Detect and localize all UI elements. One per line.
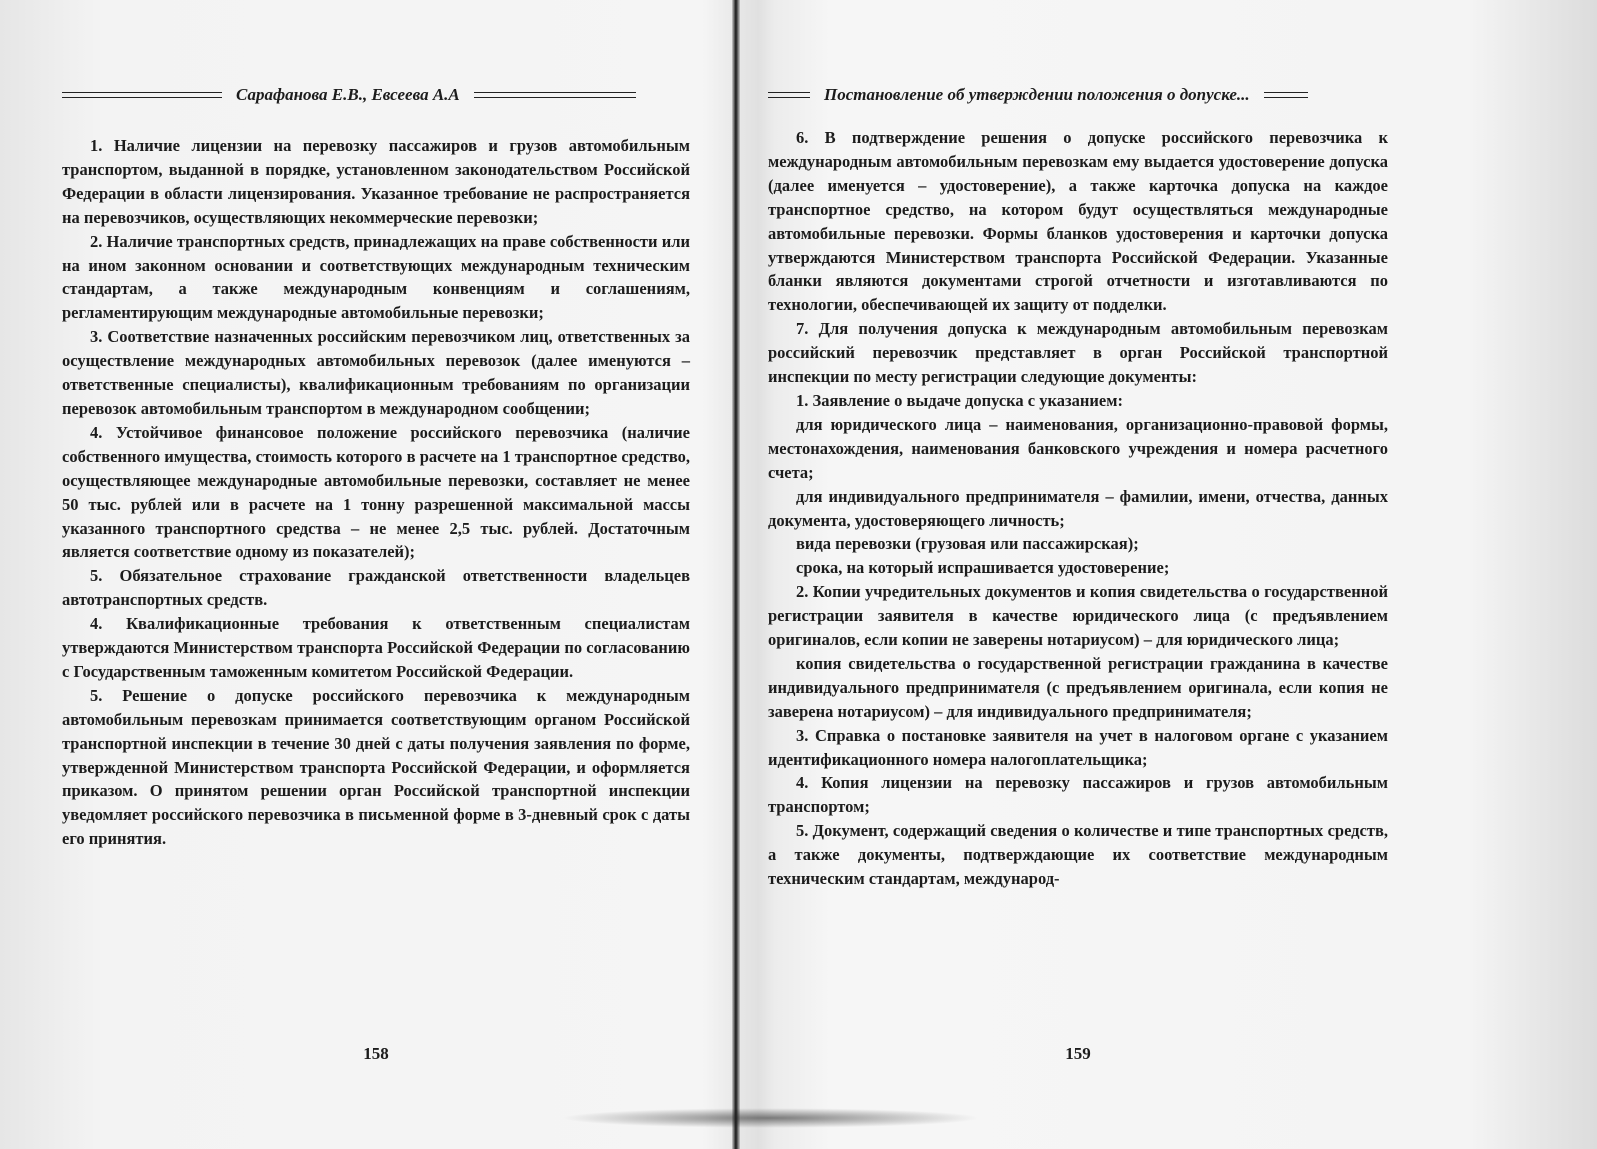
right-page-number: 159 [1065,1044,1091,1063]
paragraph: 5. Решение о допуске российского перевозчика к международным автомобильным перевозкам принимается соответствующим органом Российской транспортной инспекции в течение 30 дней с даты получения заявления по форме, утвержденной Министерством транспорта Российской Федерации, и оформляется приказом. О принятом решении орган Российской транспортной инспекции уведомляет российского перевозчика в письменной форме в 3-дневный срок с даты его принятия. [62,685,690,849]
paragraph: 2. Наличие транспортных средств, принадлежащих на праве собственности или на ином законном основании и соответствующих международным техническим стандартам, а также международным конвенциям и соглашениям, регламентирующим международные автомобильные перевозки; [62,231,690,323]
paragraph: для юридического лица – наименования, организационно-правовой формы, местонахождения, наименования банковского учреждения и номера расчетного счета; [768,414,1388,482]
left-running-head [62,82,690,108]
head-rule [474,92,636,98]
left-running-head-text: Сарафанова Е.В., Евсеева А.А [236,85,460,104]
paragraph: 2. Копии учредительных документов и копия свидетельства о государственной регистрации заявителя в качестве юридического лица (с предъявлением оригиналов, если копии не заверены нотариусом) – для юридического лица; [768,582,1388,650]
paragraph: 3. Справка о постановке заявителя на учет в налоговом органе с указанием идентификационного номера налогоплательщика; [768,725,1388,769]
paragraph: 4. Квалификационные требования к ответственным специалистам утверждаются Министерством транспорта Российской Федерации по согласованию с Государственным таможенным комитетом Российской Федерации. [62,614,690,681]
paragraph: 3. Соответствие назначенных российским перевозчиком лиц, ответственных за осуществление международных автомобильных перевозок (далее именуются – ответственные специалисты), квалификационным требованиям по организации перевозок автомобильным транспортом в международном сообщении; [62,327,690,418]
book-spine [732,0,740,1149]
right-page [768,0,1388,1149]
left-page [62,0,690,1149]
paragraph: 5. Документ, содержащий сведения о количестве и типе транспортных средств, а также документы, подтверждающие их соответствие международным техническим стандартам, международ- [768,821,1388,889]
right-running-head [768,82,1388,108]
paragraph: 5. Обязательное страхование гражданской ответственности владельцев автотранспортных средств. [62,566,690,610]
paragraph: 1. Наличие лицензии на перевозку пассажиров и грузов автомобильным транспортом, выданной в порядке, установленном законодательством Российской Федерации в области лицензирования. Указанное требование не распространяется на перевозчиков, осуществляющих некоммерческие перевозки; [62,136,690,227]
paragraph: копия свидетельства о государственной регистрации гражданина в качестве индивидуального предпринимателя (с предъявлением оригинала, если копия не заверена нотариусом) – для индивидуального предпринимателя; [768,653,1388,721]
head-rule [1264,92,1308,98]
head-rule [768,92,810,98]
right-page-body [768,126,1388,891]
right-running-head-text: Постановление об утверждении положения о допуске... [824,85,1250,104]
paragraph: 4. Устойчивое финансовое положение российского перевозчика (наличие собственного имущества, стоимость которого в расчете на 1 транспортное средство, осуществляющее международные автомобильные перевозки, составляет не менее 50 тыс. рублей или в расчете на 1 тонну разрешенной максимальной массы указанного транспортного средства – не менее 2,5 тыс. рублей. Достаточным является соответствие одному из показателей); [62,422,690,562]
paragraph: 6. В подтверждение решения о допуске российского перевозчика к международным автомобильным перевозкам ему выдается удостоверение допуска (далее именуется – удостоверение), а также карточка допуска на каждое транспортное средство, на котором будут осуществляться международные автомобильные перевозки. Формы бланков удостоверения и карточки допуска утверждаются Министерством транспорта Российской Федерации. Указанные бланки являются документами строгой отчетности и изготавливаются по технологии, обеспечивающей их защиту от подделки. [768,128,1388,315]
paragraph: 4. Копия лицензии на перевозку пассажиров и грузов автомобильным транспортом; [768,773,1388,817]
head-rule [62,92,222,98]
paragraph: 1. Заявление о выдаче допуска с указанием: [796,390,1123,410]
left-page-number: 158 [363,1044,389,1063]
paragraph: вида перевозки (грузовая или пассажирская); [796,534,1139,554]
paragraph: срока, на который испрашивается удостоверение; [796,558,1170,578]
paragraph: 7. Для получения допуска к международным автомобильным перевозкам российский перевозчик представляет в орган Российской транспортной инспекции по месту регистрации следующие документы: [768,319,1388,387]
paragraph: для индивидуального предпринимателя – фамилии, имени, отчества, данных документа, удостоверяющего личность; [768,486,1388,530]
left-page-body [62,134,690,851]
